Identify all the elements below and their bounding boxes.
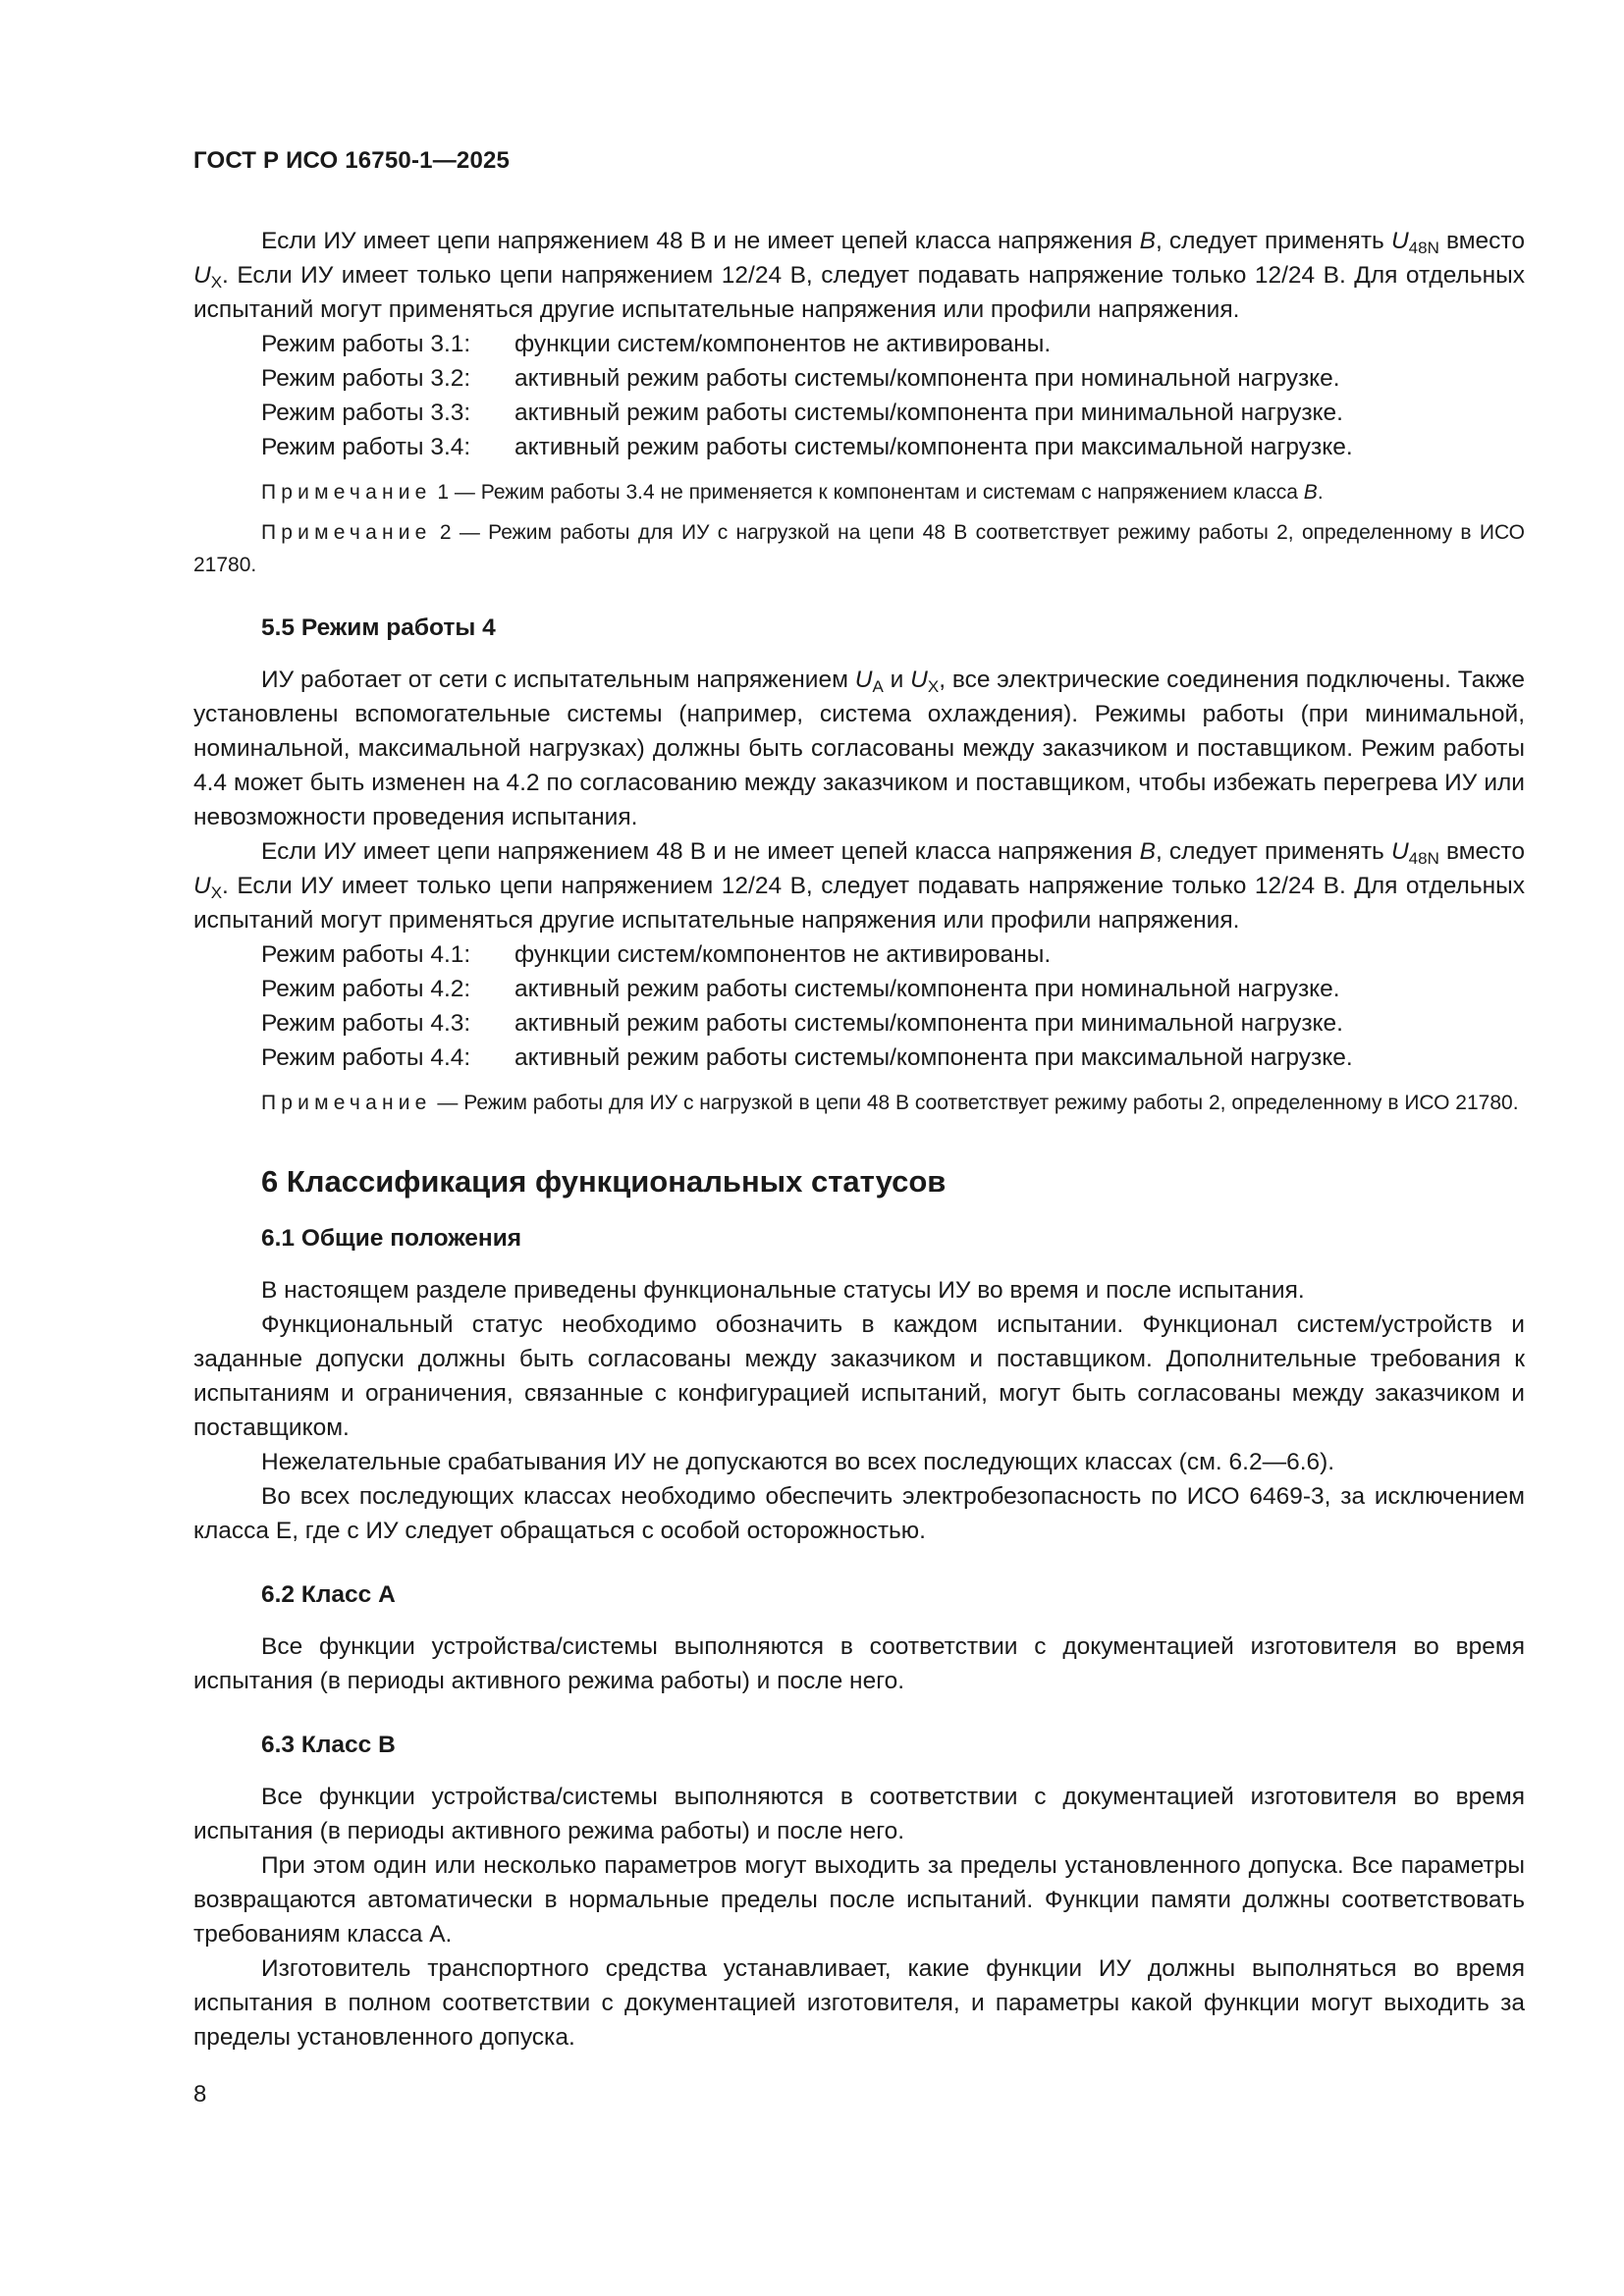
mode-item-4-4: Режим работы 4.4: активный режим работы системы/компонента при максимальной нагрузке. <box>261 1044 1353 1071</box>
mode-item-4-3: Режим работы 4.3: активный режим работы системы/компонента при минимальной нагрузке. <box>261 1010 1343 1037</box>
mode-item-4-1: Режим работы 4.1: функции систем/компонентов не активированы. <box>261 941 1052 968</box>
paragraph-6-1-b: Функциональный статус необходимо обозначить в каждом испытании. Функционал систем/устройств и заданные допуски должны быть согласованы между заказчиком и поставщиком. Дополнительные требования к испытаниям и ограничения, связанные с конфигурацией испытаний, могут быть согласованы между заказчиком и поставщиком. <box>193 1311 1525 1441</box>
paragraph-voltage-48v-mode4: Если ИУ имеет цепи напряжением 48 В и не имеет цепей класса напряжения B, следует применять $U_{48N}$ вместо $U_X$. Если ИУ имеет только цепи напряжением 12/24 В, следует подавать напряжение только 12/24 В. Для отдельных испытаний могут применяться другие испытательные напряжения или профили напряжения. <box>193 838 1526 934</box>
paragraph-6-2: Все функции устройства/системы выполняются в соответствии с документацией изготовителя во время испытания (в периоды активного режима работы) и после него. <box>193 1633 1525 1694</box>
paragraph-6-3-a: Все функции устройства/системы выполняются в соответствии с документацией изготовителя во время испытания (в периоды активного режима работы) и после него. <box>193 1784 1525 1844</box>
document-header: ГОСТ Р ИСО 16750-1—2025 <box>193 147 511 174</box>
section-heading-6: 6 Классификация функциональных статусов <box>261 1164 947 1199</box>
section-heading-6-3: 6.3 Класс В <box>261 1732 396 1758</box>
section-heading-6-2: 6.2 Класс А <box>261 1581 396 1608</box>
section-heading-5-5: 5.5 Режим работы 4 <box>261 614 496 641</box>
note-2: Примечание 2 — Режим работы для ИУ с нагрузкой на цепи 48 В соответствует режиму работы 2, определенному в ИСО 21780. <box>193 521 1525 576</box>
paragraph-mode4-intro: ИУ работает от сети с испытательным напряжением $U_A$ и $U_X$, все электрические соединения подключены. Также установлены вспомогательные системы (например, система охлаждения). Режимы работы (при минимальной, номинальной, максимальной нагрузках) должны быть согласованы между заказчиком и поставщиком. Режим работы 4.4 может быть изменен на 4.2 по согласованию между заказчиком и поставщиком, чтобы избежать перегрева ИУ или невозможности проведения испытания. <box>193 667 1526 830</box>
paragraph-6-3-c: Изготовитель транспортного средства устанавливает, какие функции ИУ должны выполняться во время испытания в полном соответствии с документацией изготовителя, и параметры какой функции могут выходить за пределы установленного допуска. <box>193 1955 1525 2051</box>
mode-item-3-2: Режим работы 3.2: активный режим работы системы/компонента при номинальной нагрузке. <box>261 365 1340 392</box>
paragraph-6-1-c: Нежелательные срабатывания ИУ не допускаются во всех последующих классах (см. 6.2—6.6). <box>261 1449 1335 1475</box>
note-1: Примечание 1 — Режим работы 3.4 не применяется к компонентам и системам с напряжением класса B. <box>261 481 1324 504</box>
mode-item-3-3: Режим работы 3.3: активный режим работы системы/компонента при минимальной нагрузке. <box>261 400 1343 426</box>
section-heading-6-1: 6.1 Общие положения <box>261 1225 522 1252</box>
mode-item-4-2: Режим работы 4.2: активный режим работы системы/компонента при номинальной нагрузке. <box>261 976 1340 1002</box>
paragraph-6-1-a: В настоящем разделе приведены функциональные статусы ИУ во время и после испытания. <box>261 1277 1305 1304</box>
mode-item-3-1: Режим работы 3.1: функции систем/компонентов не активированы. <box>261 331 1052 357</box>
document-body <box>193 224 1525 2055</box>
paragraph-6-3-b: При этом один или несколько параметров могут выходить за пределы установленного допуска. Все параметры возвращаются автоматически в нормальные пределы после испытаний. Функции памяти должны соответствовать требованиям класса А. <box>193 1852 1525 1948</box>
page-number: 8 <box>193 2081 207 2108</box>
paragraph-6-1-d: Во всех последующих классах необходимо обеспечить электробезопасность по ИСО 6469-3, за исключением класса Е, где с ИУ следует обращаться с особой осторожностью. <box>193 1483 1525 1544</box>
note-mode4: Примечание — Режим работы для ИУ с нагрузкой в цепи 48 В соответствует режиму работы 2, определенному в ИСО 21780. <box>261 1092 1519 1114</box>
mode-item-3-4: Режим работы 3.4: активный режим работы системы/компонента при максимальной нагрузке. <box>261 434 1353 460</box>
paragraph-voltage-48v: Если ИУ имеет цепи напряжением 48 В и не имеет цепей класса напряжения B, следует применять $U_{48N}$ вместо $U_X$. Если ИУ имеет только цепи напряжением 12/24 В, следует подавать напряжение только 12/24 В. Для отдельных испытаний могут применяться другие испытательные напряжения или профили напряжения. <box>193 228 1526 323</box>
